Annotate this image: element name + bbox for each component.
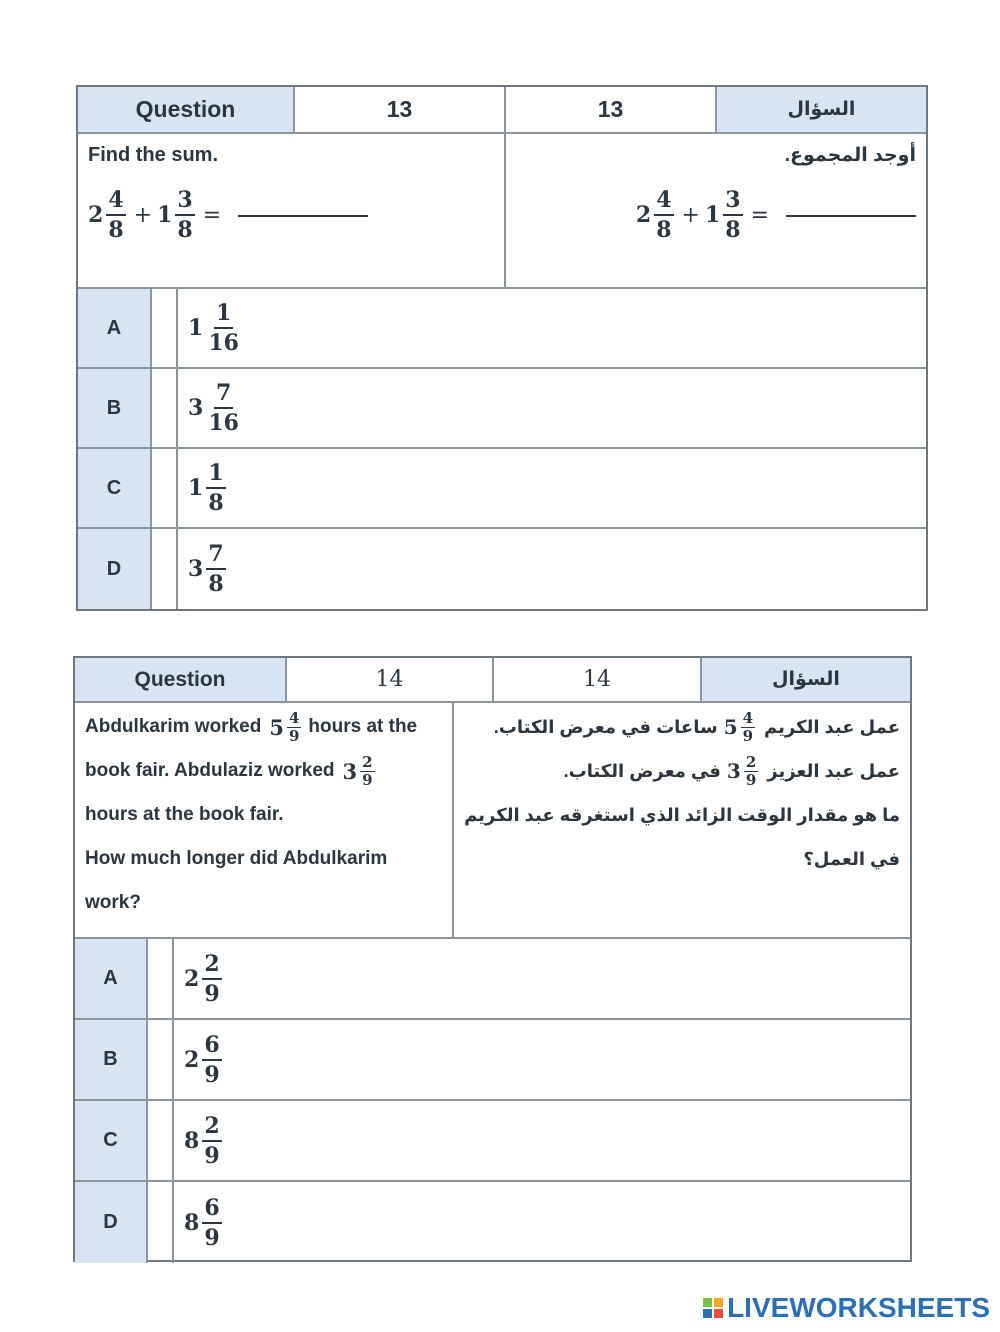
- whole-1: 2: [88, 202, 104, 228]
- q14-ar-line-2: [564, 749, 900, 793]
- option-row-b[interactable]: [75, 1020, 910, 1101]
- option-answer[interactable]: [174, 1182, 910, 1263]
- text: ساعات في معرض الكتاب.: [493, 716, 718, 737]
- question-number-ar: 14: [494, 658, 702, 701]
- q14-en-line-3: hours at the book fair.: [85, 804, 284, 825]
- option-letter: C: [78, 449, 152, 527]
- whole: 1: [188, 315, 204, 341]
- question-number-ar: 13: [506, 87, 717, 132]
- option-row-d[interactable]: [78, 529, 926, 609]
- fraction: $\frac{7}{8}$: [208, 541, 224, 597]
- question-label-ar: السؤال: [717, 87, 926, 132]
- option-checkbox[interactable]: [148, 1182, 174, 1263]
- q14-en-line-1: [85, 705, 417, 749]
- liveworksheets-logo[interactable]: [703, 1292, 990, 1324]
- q14-en-line-5: work?: [85, 892, 141, 913]
- equals-sign: =: [202, 202, 222, 228]
- text: عمل عبد الكريم: [764, 716, 900, 737]
- question-label-en: Question: [78, 87, 295, 132]
- sum-expression-en: [88, 189, 368, 241]
- whole-2: 1: [704, 202, 721, 228]
- option-checkbox[interactable]: [152, 369, 178, 447]
- plus-sign: +: [681, 202, 700, 228]
- whole: 2: [184, 965, 200, 992]
- option-checkbox[interactable]: [148, 939, 174, 1018]
- option-checkbox[interactable]: [148, 1101, 174, 1180]
- fraction: $\frac{1}{8}$: [208, 460, 224, 516]
- option-row-a[interactable]: [78, 289, 926, 369]
- question-13-body: [78, 134, 926, 289]
- option-letter: D: [75, 1182, 148, 1263]
- prompt-en: Find the sum.: [88, 144, 218, 166]
- whole: 3: [726, 759, 741, 783]
- question-number-en: 13: [295, 87, 506, 132]
- logo-icon: [703, 1298, 723, 1318]
- fraction-2: $\frac{3}{8}$: [725, 187, 741, 243]
- whole: 3: [188, 556, 204, 582]
- whole: 8: [184, 1209, 200, 1236]
- option-row-a[interactable]: [75, 939, 910, 1020]
- plus-sign: +: [133, 202, 153, 228]
- whole-2: 1: [157, 202, 173, 228]
- question-14-table: [73, 656, 912, 1262]
- q14-ar-line-1: [494, 705, 900, 749]
- question-14-body: [75, 703, 910, 939]
- whole: 5: [723, 715, 738, 739]
- q14-en-line-2: [85, 749, 378, 793]
- option-answer[interactable]: [174, 1101, 910, 1180]
- question-13-arabic: [506, 134, 926, 287]
- whole: 3: [188, 395, 204, 421]
- option-letter: B: [78, 369, 152, 447]
- fraction: $\frac{7}{16}$: [208, 380, 239, 436]
- fraction: $\frac{2}{9}$: [204, 950, 220, 1007]
- fraction: $\frac{4}{9}$: [742, 708, 754, 745]
- question-13-english: [78, 134, 506, 287]
- fraction: $\frac{6}{9}$: [204, 1194, 220, 1251]
- option-answer[interactable]: [178, 369, 926, 447]
- option-letter: A: [75, 939, 148, 1018]
- text: hours at the: [308, 716, 418, 737]
- q14-ar-line-4: في العمل؟: [803, 848, 900, 869]
- option-row-c[interactable]: [75, 1101, 910, 1182]
- prompt-ar: أوجد المجموع.: [784, 145, 916, 166]
- fraction-2: $\frac{3}{8}$: [177, 187, 193, 243]
- fraction: $\frac{6}{9}$: [204, 1031, 220, 1088]
- whole: 3: [342, 758, 358, 784]
- fraction: $\frac{1}{16}$: [208, 300, 239, 356]
- answer-blank: [786, 214, 916, 217]
- fraction-1: $\frac{4}{8}$: [108, 187, 124, 243]
- option-letter: C: [75, 1101, 148, 1180]
- whole-1: 2: [635, 202, 652, 228]
- option-row-b[interactable]: [78, 369, 926, 449]
- option-letter: D: [78, 529, 152, 609]
- option-checkbox[interactable]: [152, 289, 178, 367]
- text: Abdulkarim worked: [85, 716, 262, 737]
- text: في معرض الكتاب.: [563, 760, 721, 781]
- question-label-ar: السؤال: [702, 658, 910, 701]
- fraction: $\frac{2}{9}$: [745, 752, 757, 789]
- question-14-arabic: [454, 703, 910, 937]
- option-letter: B: [75, 1020, 148, 1099]
- question-label-en: Question: [75, 658, 287, 701]
- question-number-en: 14: [287, 658, 494, 701]
- q14-ar-line-3: ما هو مقدار الوقت الزائد الذي استغرقه عبد الكريم: [464, 804, 900, 825]
- fraction: $\frac{2}{9}$: [362, 752, 373, 789]
- equals-sign: =: [750, 202, 769, 228]
- option-checkbox[interactable]: [148, 1020, 174, 1099]
- text: book fair. Abdulaziz worked: [85, 760, 335, 781]
- question-13-header: [78, 87, 926, 134]
- q14-en-line-4: How much longer did Abdulkarim: [85, 848, 388, 869]
- fraction-1: $\frac{4}{8}$: [656, 187, 672, 243]
- option-checkbox[interactable]: [152, 529, 178, 609]
- option-letter: A: [78, 289, 152, 367]
- fraction: $\frac{4}{9}$: [288, 708, 300, 745]
- sum-expression-ar: [636, 189, 916, 241]
- whole: 2: [184, 1046, 200, 1073]
- text: عمل عبد العزيز: [767, 760, 900, 781]
- option-row-d[interactable]: [75, 1182, 910, 1263]
- option-checkbox[interactable]: [152, 449, 178, 527]
- question-14-header: [75, 658, 910, 703]
- brand-name: LIVEWORKSHEETS: [727, 1292, 990, 1323]
- question-14-english: [75, 703, 454, 937]
- whole: 1: [188, 475, 204, 501]
- option-answer[interactable]: [174, 939, 910, 1018]
- fraction: $\frac{2}{9}$: [204, 1112, 220, 1169]
- whole: 8: [184, 1127, 200, 1154]
- question-13-table: [76, 85, 928, 611]
- option-row-c[interactable]: [78, 449, 926, 529]
- option-answer[interactable]: [178, 529, 926, 609]
- whole: 5: [269, 714, 284, 740]
- option-answer[interactable]: [178, 449, 926, 527]
- option-answer[interactable]: [174, 1020, 910, 1099]
- answer-blank: [238, 214, 368, 217]
- option-answer[interactable]: [178, 289, 926, 367]
